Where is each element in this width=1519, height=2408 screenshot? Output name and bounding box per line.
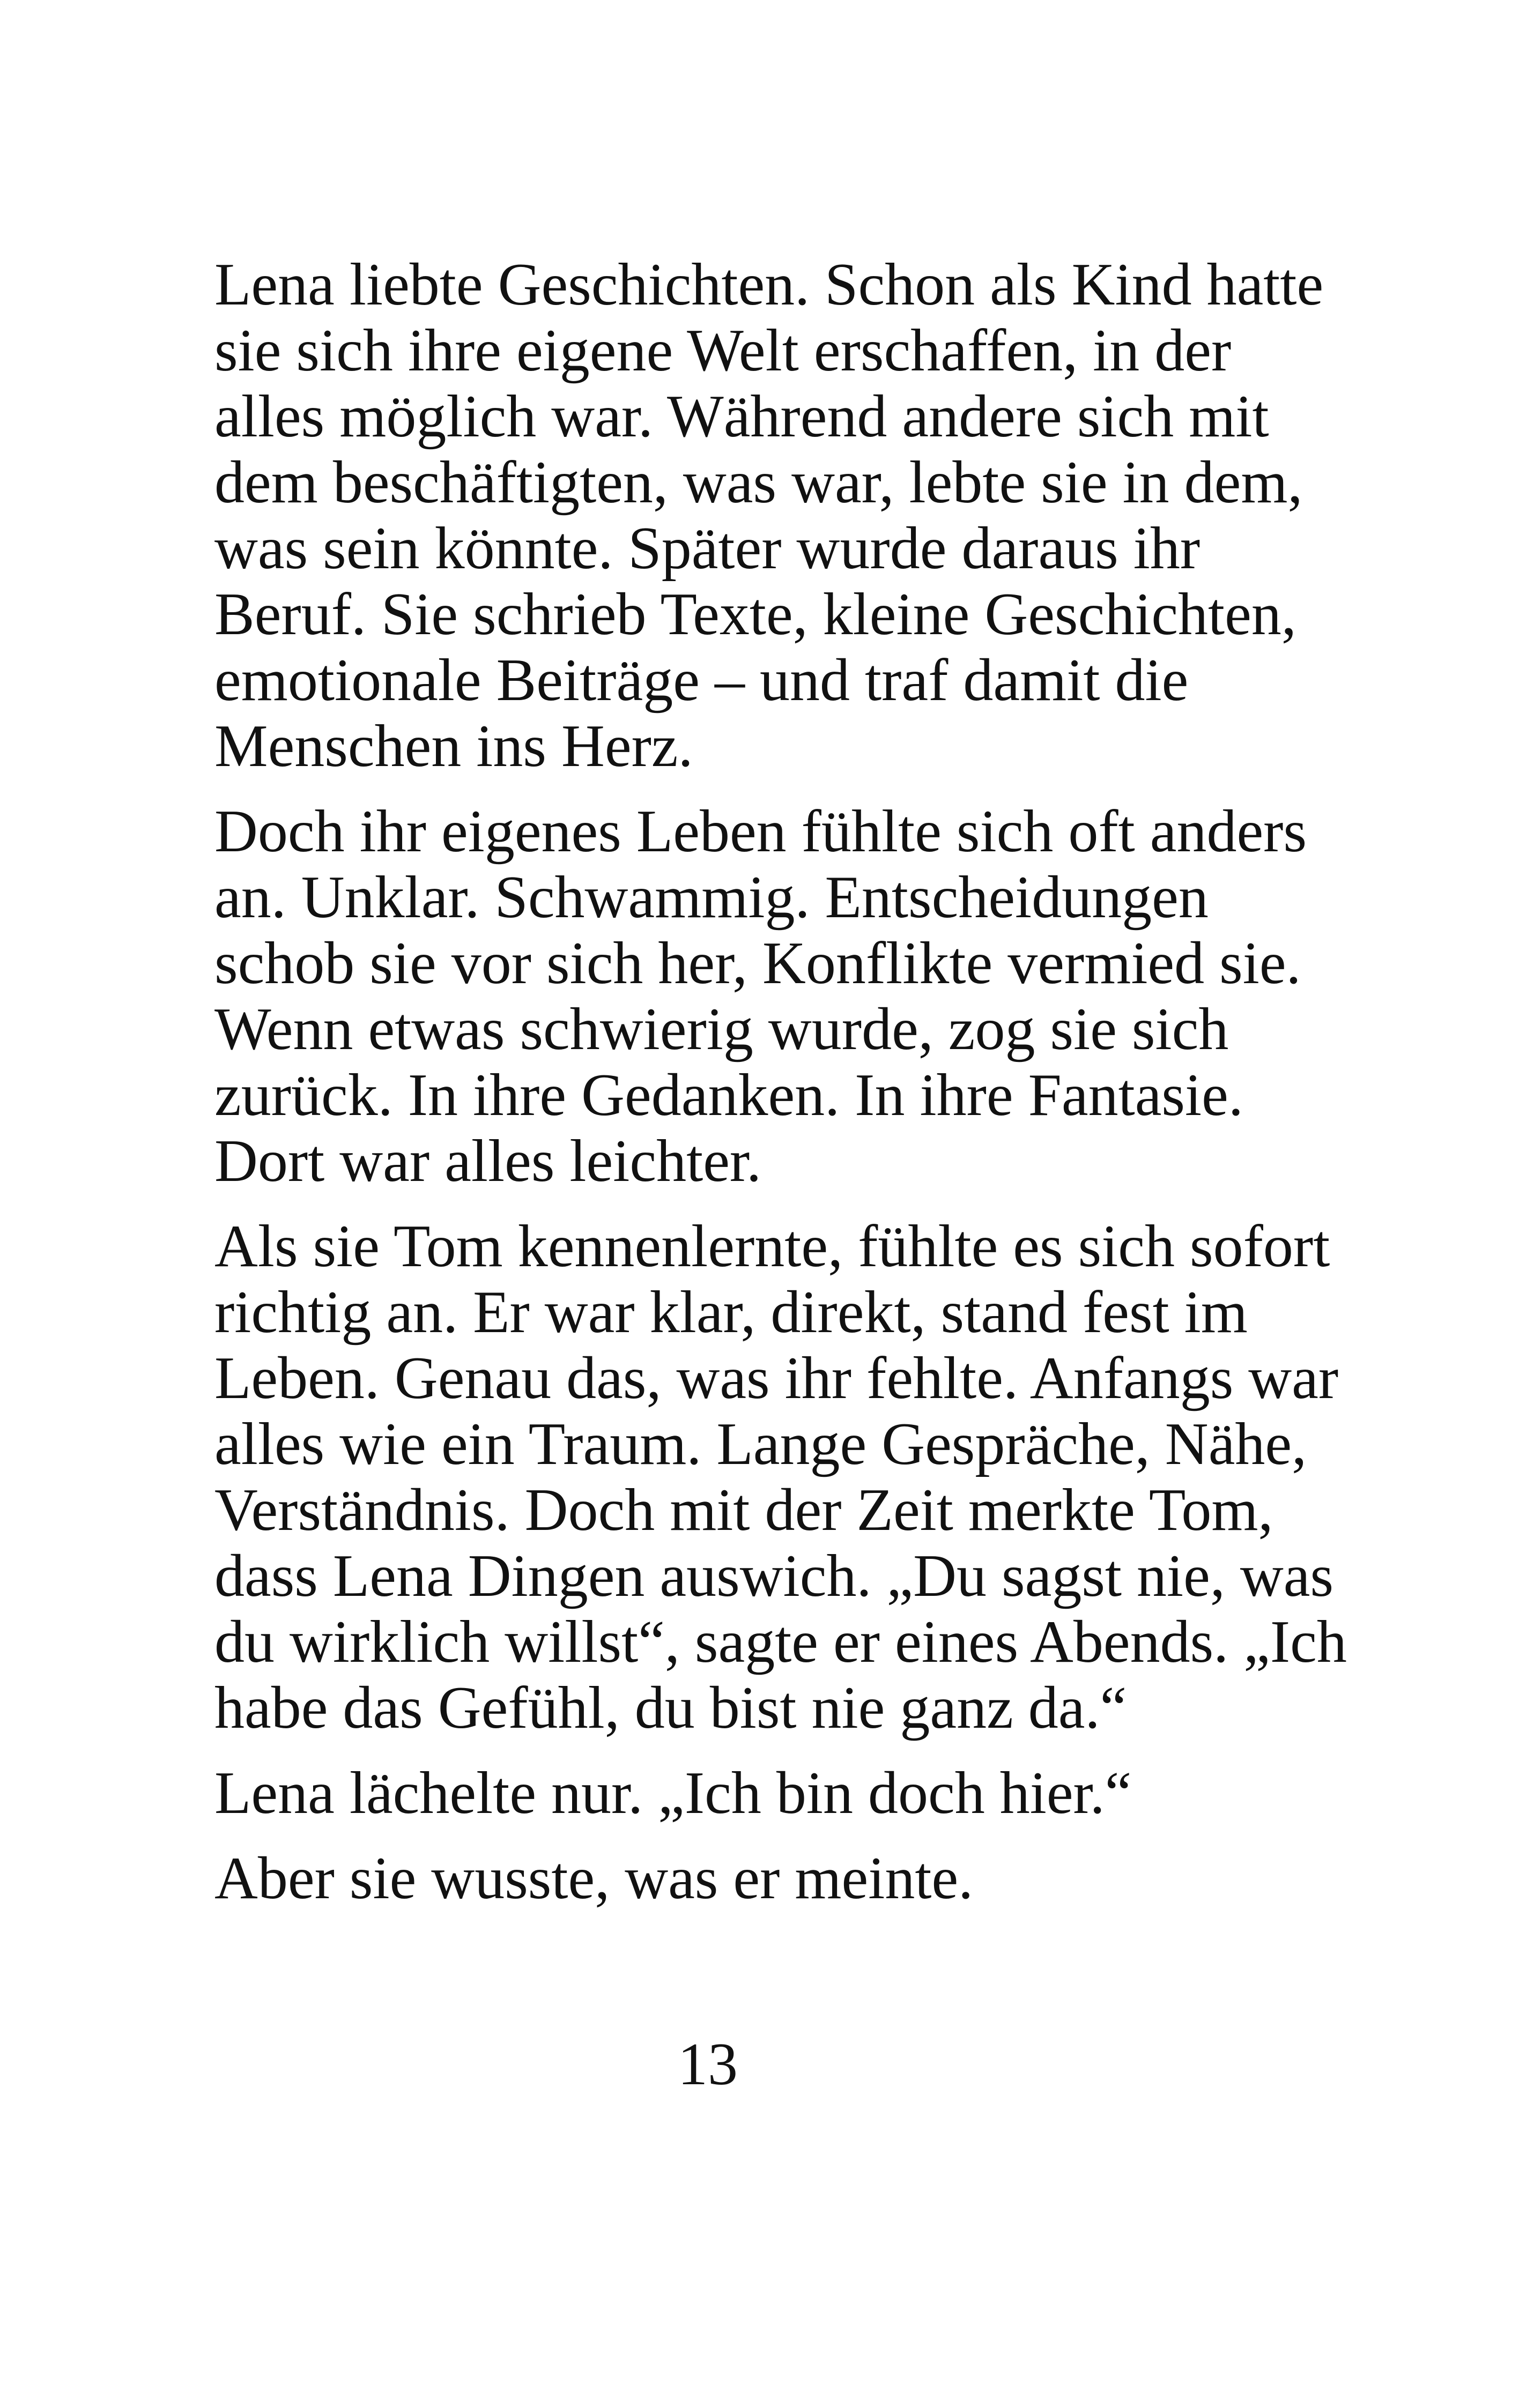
text-line: Dort war alles leichter. xyxy=(214,1128,762,1194)
text-line: Menschen ins Herz. xyxy=(214,713,693,779)
text-line: dass Lena Dingen auswich. „Du sagst nie, was xyxy=(214,1543,1334,1609)
text-line: Verständnis. Doch mit der Zeit merkte Tom, xyxy=(214,1477,1273,1543)
paragraph-2 xyxy=(214,799,1340,1194)
paragraph-3 xyxy=(214,1213,1347,1741)
text-line: alles wie ein Traum. Lange Gespräche, Nähe, xyxy=(214,1411,1307,1477)
body-text xyxy=(214,251,1347,1931)
text-line: was sein könnte. Später wurde daraus ihr xyxy=(214,515,1201,582)
text-line: Als sie Tom kennenlernte, fühlte es sich sofort xyxy=(214,1213,1330,1280)
text-line: sie sich ihre eigene Welt erschaffen, in der xyxy=(214,317,1232,384)
text-line: dem beschäftigten, was war, lebte sie in dem, xyxy=(214,449,1303,516)
paragraph-5 xyxy=(214,1846,1340,1912)
text-line: zurück. In ihre Gedanken. In ihre Fantasie. xyxy=(214,1062,1243,1128)
paragraph-4 xyxy=(214,1760,1340,1826)
text-line: Aber sie wusste, was er meinte. xyxy=(214,1845,974,1912)
text-line: du wirklich willst“, sagte er eines Abends. „Ich xyxy=(214,1609,1347,1675)
text-line: Wenn etwas schwierig wurde, zog sie sich xyxy=(214,996,1229,1062)
text-line: an. Unklar. Schwammig. Entscheidungen xyxy=(214,864,1209,931)
text-line: habe das Gefühl, du bist nie ganz da.“ xyxy=(214,1675,1127,1741)
paragraph-1 xyxy=(214,252,1340,779)
text-line: Lena liebte Geschichten. Schon als Kind hatte xyxy=(214,251,1324,318)
text-line: Lena lächelte nur. „Ich bin doch hier.“ xyxy=(214,1760,1132,1826)
text-line: schob sie vor sich her, Konflikte vermied sie. xyxy=(214,930,1301,997)
text-line: Leben. Genau das, was ihr fehlte. Anfangs war xyxy=(214,1345,1339,1411)
text-line: Doch ihr eigenes Leben fühlte sich oft anders xyxy=(214,798,1307,865)
text-line: alles möglich war. Während andere sich mit xyxy=(214,383,1269,450)
text-line: emotionale Beiträge – und traf damit die xyxy=(214,647,1189,714)
text-line: Beruf. Sie schrieb Texte, kleine Geschichten, xyxy=(214,581,1296,648)
page-number: 13 xyxy=(678,2031,738,2098)
text-line: richtig an. Er war klar, direkt, stand fest im xyxy=(214,1279,1248,1346)
